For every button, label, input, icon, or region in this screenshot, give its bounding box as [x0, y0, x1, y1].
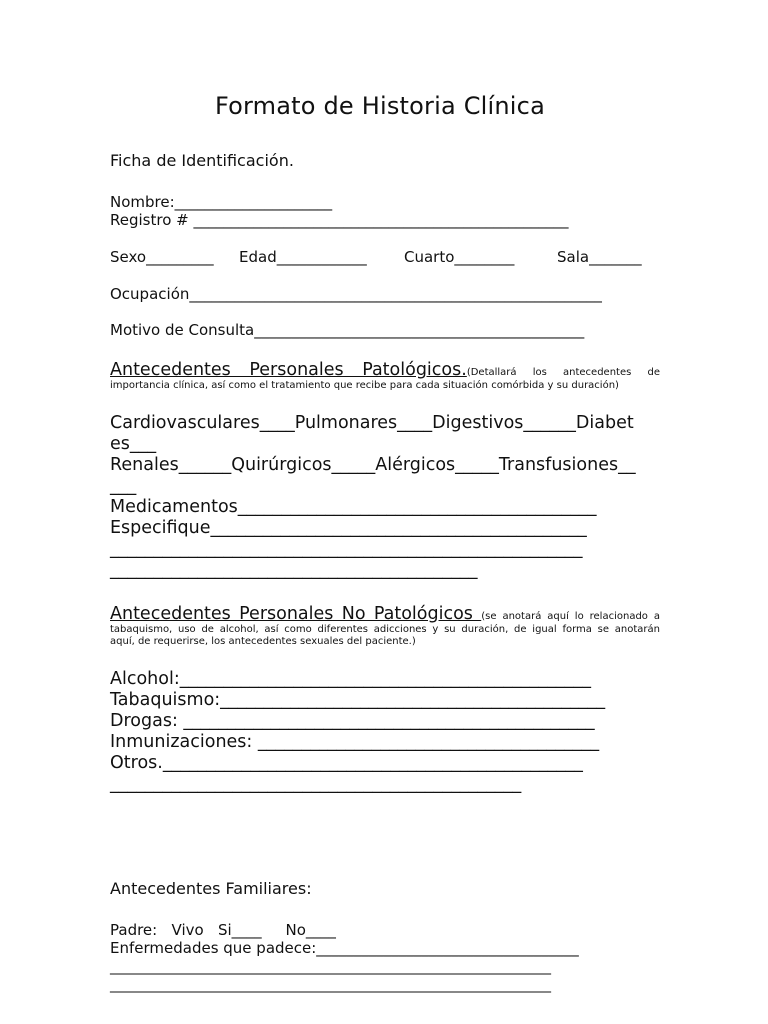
tabaquismo-field[interactable]: Tabaquismo:____________________________________________: [110, 690, 606, 710]
drogas-field[interactable]: Drogas: _______________________________________________: [110, 711, 595, 731]
app-line-2[interactable]: es___: [110, 434, 157, 454]
especifique-field[interactable]: Especifique___________________________________________: [110, 518, 587, 538]
especifique-line-3[interactable]: __________________________________________: [110, 560, 478, 580]
ocupacion-field[interactable]: Ocupación_______________________________________________________: [110, 285, 602, 303]
alcohol-field[interactable]: Alcohol:_______________________________________________: [110, 669, 591, 689]
familiares-heading: Antecedentes Familiares:: [110, 879, 312, 898]
sexo-field[interactable]: Sexo_________: [110, 248, 214, 266]
enfermedades-line-3[interactable]: _______________________________________________________________: [110, 977, 551, 993]
nombre-field[interactable]: Nombre:_____________________: [110, 193, 333, 211]
inmunizaciones-field[interactable]: Inmunizaciones: _______________________________________: [110, 732, 600, 752]
app-note-line1: (Detallará los antecedentes de: [466, 367, 660, 378]
registro-field[interactable]: Registro # __________________________________________________: [110, 211, 569, 229]
app-line-1[interactable]: Cardiovasculares____Pulmonares____Digestivos______Diabet: [110, 413, 634, 433]
apnp-note-line1: (se anotará aquí lo relacionado a: [481, 611, 660, 622]
page-title: Formato de Historia Clínica: [215, 92, 545, 120]
app-heading: Antecedentes Personales Patológicos.: [110, 360, 467, 380]
medicamentos-field[interactable]: Medicamentos_________________________________________: [110, 497, 597, 517]
apnp-note-line2: tabaquismo, uso de alcohol, así como diferentes adicciones y su duración, de igual forma se anotarán: [110, 624, 660, 635]
otros-field[interactable]: Otros.________________________________________________: [110, 753, 583, 773]
app-note-line2: importancia clínica, así como el tratamiento que recibe para cada situación comórbida y su duración): [110, 380, 619, 391]
ficha-heading: Ficha de Identificación.: [110, 151, 294, 170]
motivo-consulta-field[interactable]: Motivo de Consulta____________________________________________: [110, 321, 585, 339]
app-line-4[interactable]: ___: [110, 476, 137, 496]
especifique-line-2[interactable]: ______________________________________________________: [110, 539, 583, 559]
enfermedades-line-2[interactable]: _______________________________________________________________: [110, 959, 551, 975]
apnp-note-line3: aquí, de requerirse, los antecedentes sexuales del paciente.): [110, 636, 416, 647]
app-line-3[interactable]: Renales______Quirúrgicos_____Alérgicos_____Transfusiones__: [110, 455, 636, 475]
edad-field[interactable]: Edad____________: [239, 248, 367, 266]
enfermedades-field[interactable]: Enfermedades que padece:___________________________________: [110, 939, 579, 957]
otros-line-2[interactable]: _______________________________________________: [110, 774, 522, 794]
apnp-heading: Antecedentes Personales No Patológicos: [110, 604, 482, 624]
sala-field[interactable]: Sala_______: [557, 248, 642, 266]
cuarto-field[interactable]: Cuarto________: [404, 248, 515, 266]
padre-field[interactable]: Padre: Vivo Si____ No____: [110, 921, 336, 939]
